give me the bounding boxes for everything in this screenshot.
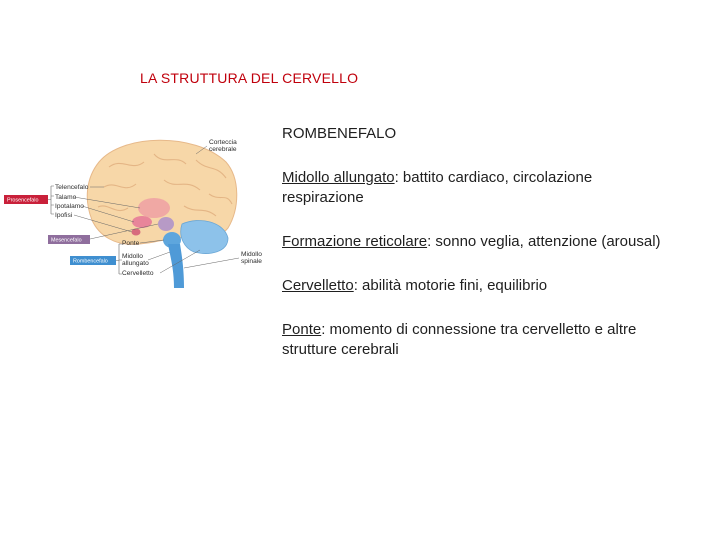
item-cervelletto xyxy=(282,276,662,296)
thalamus-shape xyxy=(138,198,170,218)
item-description: : sonno veglia, attenzione (arousal) xyxy=(427,233,661,250)
label-cerebrale: cerebrale xyxy=(209,146,237,153)
label-midollo-allungato-2: allungato xyxy=(122,260,149,267)
item-midollo-allungato xyxy=(282,168,662,208)
slide-title: LA STRUTTURA DEL CERVELLO xyxy=(140,70,359,86)
item-ponte xyxy=(282,320,662,360)
label-talamo: Talamo xyxy=(55,194,77,201)
midbrain-shape xyxy=(158,217,174,231)
item-formazione-reticolare xyxy=(282,232,662,252)
label-midollo-allungato-1: Midollo xyxy=(122,253,143,260)
text-column xyxy=(282,124,662,384)
spinal-cord-shape xyxy=(168,244,184,288)
item-term: Midollo allungato xyxy=(282,169,395,186)
rombencefalo-label: Rombencefalo xyxy=(73,258,108,265)
leader-midollo-allungato xyxy=(148,252,170,260)
item-term: Cervelletto xyxy=(282,277,354,294)
mesencefalo-label: Mesencefalo xyxy=(51,237,82,244)
label-cervelletto: Cervelletto xyxy=(122,270,154,277)
label-midollo-spinale-2: spinale xyxy=(241,258,262,265)
item-term: Ponte xyxy=(282,321,322,338)
brain-diagram-svg xyxy=(4,132,274,288)
label-ipotalamo: Ipotalamo xyxy=(55,203,84,210)
label-ipofisi: Ipofisi xyxy=(55,212,73,219)
item-term: Formazione reticolare xyxy=(282,233,428,250)
leader-midollo-spinale xyxy=(184,258,239,268)
prosencefalo-label: Prosencefalo xyxy=(7,197,39,204)
prosencefalo-bracket xyxy=(48,186,54,214)
item-description: : battito cardiaco, circolazione respirazione xyxy=(282,169,593,206)
label-telencefalo: Telencefalo xyxy=(55,184,89,191)
item-description: : momento di connessione tra cervelletto e altre strutture cerebrali xyxy=(282,321,637,358)
item-description: : abilità motorie fini, equilibrio xyxy=(353,277,548,294)
brain-diagram xyxy=(4,132,274,288)
section-heading: ROMBENEFALO xyxy=(282,125,397,142)
label-midollo-spinale-1: Midollo xyxy=(241,251,262,258)
label-corteccia: Corteccia xyxy=(209,139,237,146)
label-ponte: Ponte xyxy=(122,240,140,247)
